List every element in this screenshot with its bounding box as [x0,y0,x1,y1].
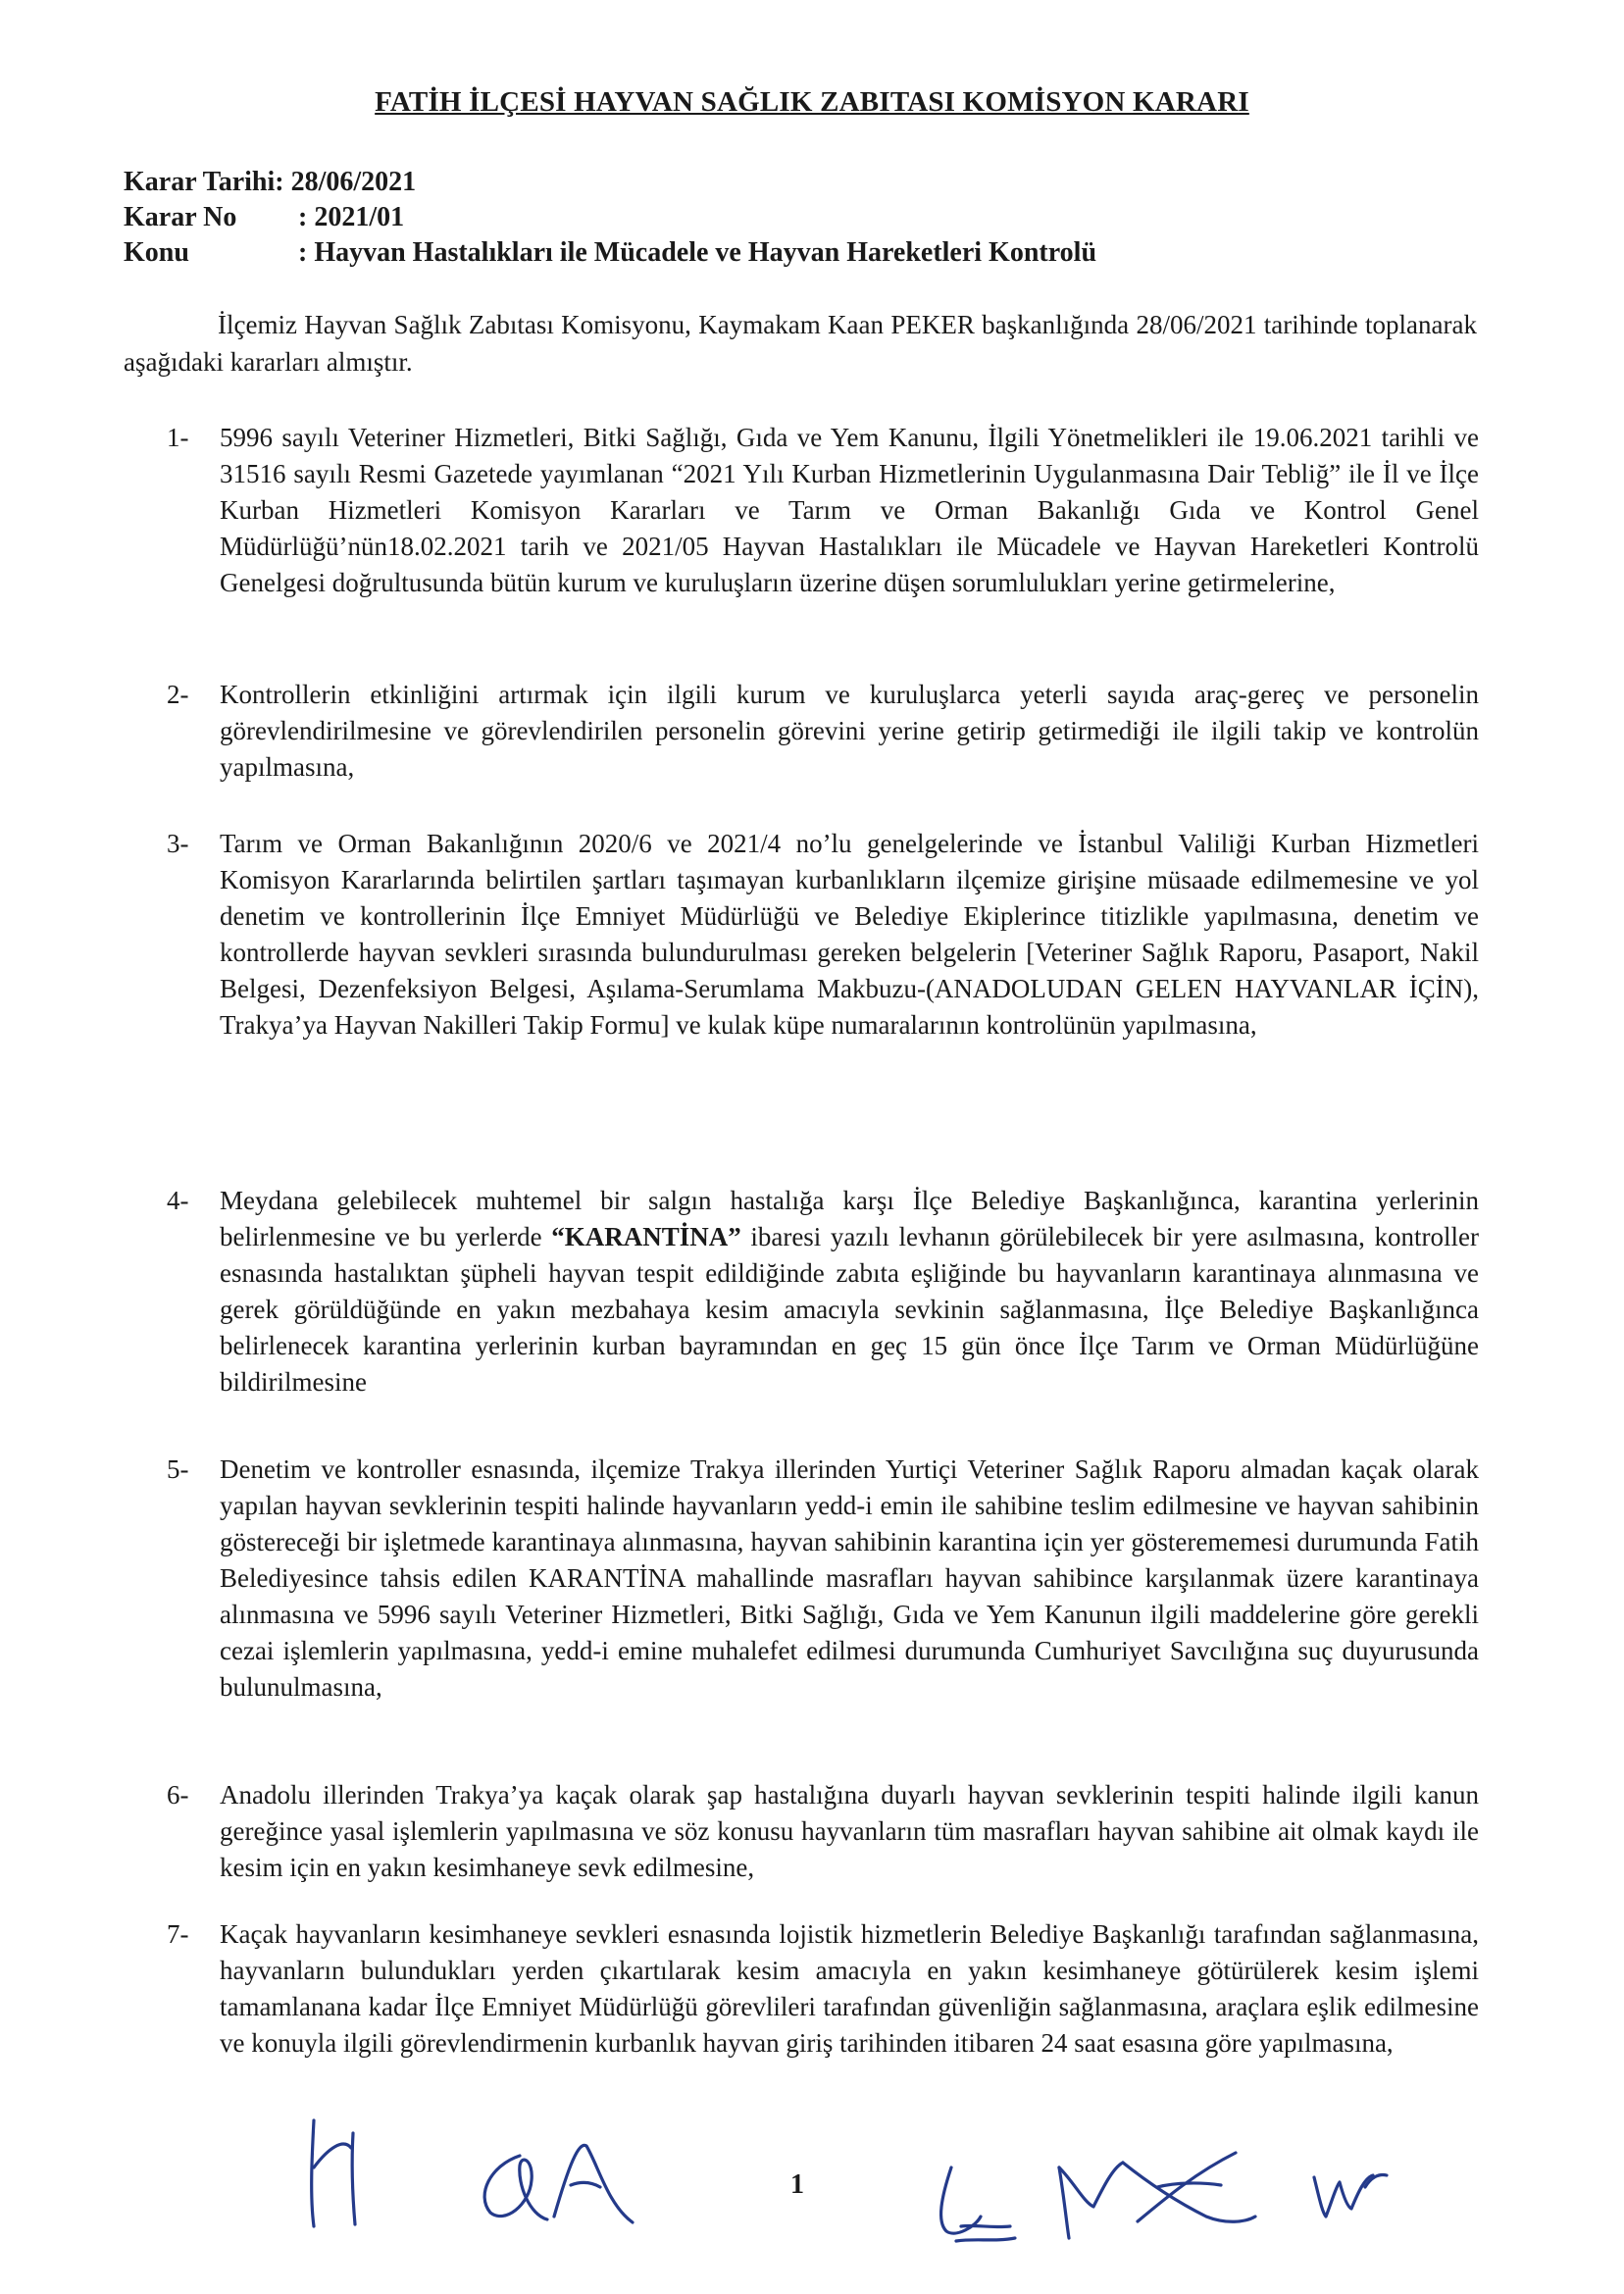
item-text: Tarım ve Orman Bakanlığının 2020/6 ve 2021/4 no’lu genelgelerinde ve İstanbul Valiliği Kurban Hizmetleri Komisyon Kararlarında belirtilen şartları taşımayan kurbanlıkların ilçemize girişine müsaade edilmemesine ve yol denetim ve kontrollerinin İlçe Emniyet Müdürlüğü ve Belediye Ekiplerince titizlikle yapılmasına, denetim ve kontrollerde hayvan sevkleri sırasında bulundurulması gereken belgelerin [Veteriner Sağlık Raporu, Pasaport, Nakil Belgesi, Dezenfeksiyon Belgesi, Aşılama-Serumlama Makbuzu-(ANADOLUDAN GELEN HAYVANLAR İÇİN), Trakya’ya Hayvan Nakilleri Takip Formu] ve kulak küpe numaralarının kontrolünün yapılmasına, [220,829,1479,1040]
item-text [220,1183,1479,1401]
decision-subject-value: : Hayvan Hastalıkları ile Mücadele ve Hayvan Hareketleri Kontrolü [298,237,1097,268]
item-text: Kaçak hayvanların kesimhaneye sevkleri esnasında lojistik hizmetlerin Belediye Başkanlığı tarafından sağlanmasına, hayvanların bulundukları yerden çıkartılarak kesim amacıyla en yakın kesimhaneye götürülerek kesim işlemi tamamlanana kadar İlçe Emniyet Müdürlüğü görevlileri tarafından güvenliğin sağlanmasına, araçlara eşlik edilmesine ve konuyla ilgili görevlendirmenin kurbanlık hayvan giriş tarihinden itibaren 24 saat esasına göre yapılmasına, [220,1919,1479,2058]
signature-4 [1040,2128,1285,2246]
item-number: 1- [167,423,189,452]
item-number: 4- [167,1186,189,1215]
intro-paragraph: İlçemiz Hayvan Sağlık Zabıtası Komisyonu, Kaymakam Kaan PEKER başkanlığında 28/06/2021 tarihinde toplanarak aşağıdaki kararları almıştır. [124,310,1477,377]
decision-date-label: Karar Tarihi: [124,167,284,197]
quarantine-term: “KARANTİNA” [551,1222,741,1251]
item-text: Kontrollerin etkinliğini artırmak için ilgili kurum ve kuruluşlarca yeterli sayıda araç-gereç ve personelin görevlendirilmesine ve görevlendirilen personelin görevini yerine getirip getirmediği ile ilgili takip ve kontrolün yapılmasına, [220,680,1479,782]
item-text-part: ibaresi yazılı levhanın görülebilecek bir yere asılmasına, kontroller esnasında hastalıktan şüpheli hayvan tespit edildiğinde zabıta eşliğinde bu hayvanların karantinaya alınmasına ve gerek görüldüğünde en yakın mezbahaya kesim amacıyla sevkinin sağlanmasına, İlçe Belediye Başkanlığınca belirlenecek karantina yerlerinin kurban bayramından en geç 15 gün önce İlçe Tarım ve Orman Müdürlüğüne bildirilmesine [220,1222,1479,1397]
signature-1 [284,2109,402,2236]
decision-date-value: 28/06/2021 [290,167,417,197]
item-text: 5996 sayılı Veteriner Hizmetleri, Bitki Sağlığı, Gıda ve Yem Kanunu, İlgili Yönetmelikleri ile 19.06.2021 tarihli ve 31516 sayılı Resmi Gazetede yayımlanan “2021 Yılı Kurban Hizmetlerinin Uygulanmasına Dair Tebliğ” ile İl ve İlçe Kurban Hizmetleri Komisyon Kararları ve Tarım ve Orman Bakanlığı Gıda ve Kontrol Genel Müdürlüğü’nün18.02.2021 tarih ve 2021/05 Hayvan Hastalıkları ile Mücadele ve Hayvan Hareketleri Kontrolü Genelgesi doğrultusunda bütün kurum ve kuruluşların üzerine düşen sorumlulukları yerine getirmelerine, [220,423,1479,597]
page-title: FATİH İLÇESİ HAYVAN SAĞLIK ZABITASI KOMİSYON KARARI [375,86,1249,118]
decision-number-value: : 2021/01 [298,202,405,232]
item-number: 7- [167,1919,189,1949]
decision-number-label: Karar No [124,202,237,232]
decision-subject-label: Konu [124,237,189,268]
item-number: 6- [167,1780,189,1810]
decision-number [124,202,1497,233]
signature-3 [922,2148,1030,2256]
item-text: Anadolu illerinden Trakya’ya kaçak olarak şap hastalığına duyarlı hayvan sevklerinin tespiti halinde ilgili kanun gereğince yasal işlemlerin yapılmasına ve söz konusu hayvanların tüm masrafları hayvan sahibine ait olmak kaydı ile kesim için en yakın kesimhaneye sevk edilmesine, [220,1780,1479,1882]
signature-5 [1304,2148,1393,2226]
item-number: 3- [167,829,189,858]
item-text-part: Meydana gelebilecek muhtemel bir salgın hastalığa karşı İlçe Belediye Başkanlığınca, karantina yerlerinin belirlenmesine ve bu yerlerde [220,1186,1479,1251]
item-number: 5- [167,1454,189,1484]
item-number: 2- [167,680,189,709]
decision-date [124,167,416,198]
signature-2 [461,2126,667,2234]
decision-subject [124,237,1497,269]
item-text: Denetim ve kontroller esnasında, ilçemize Trakya illerinden Yurtiçi Veteriner Sağlık Raporu almadan kaçak olarak yapılan hayvan sevklerinin tespiti halinde hayvanların yedd-i emin ile sahibine teslim edilmesine ve hayvan sahibinin göstereceği bir işletmede karantinaya alınmasına, hayvan sahibinin karantina için yer gösterememesi durumunda Fatih Belediyesince tahsis edilen KARANTİNA mahallinde masrafları hayvan sahibince karşılanmak üzere karantinaya alınmasına ve 5996 sayılı Veteriner Hizmetleri, Bitki Sağlığı, Gıda ve Yem Kanunun ilgili maddelerine göre gerekli cezai işlemlerin yapılmasına, yedd-i emine muhalefet edilmesi durumunda Cumhuriyet Savcılığına suç duyurusunda bulunulmasına, [220,1454,1479,1702]
page-number: 1 [790,2169,804,2200]
